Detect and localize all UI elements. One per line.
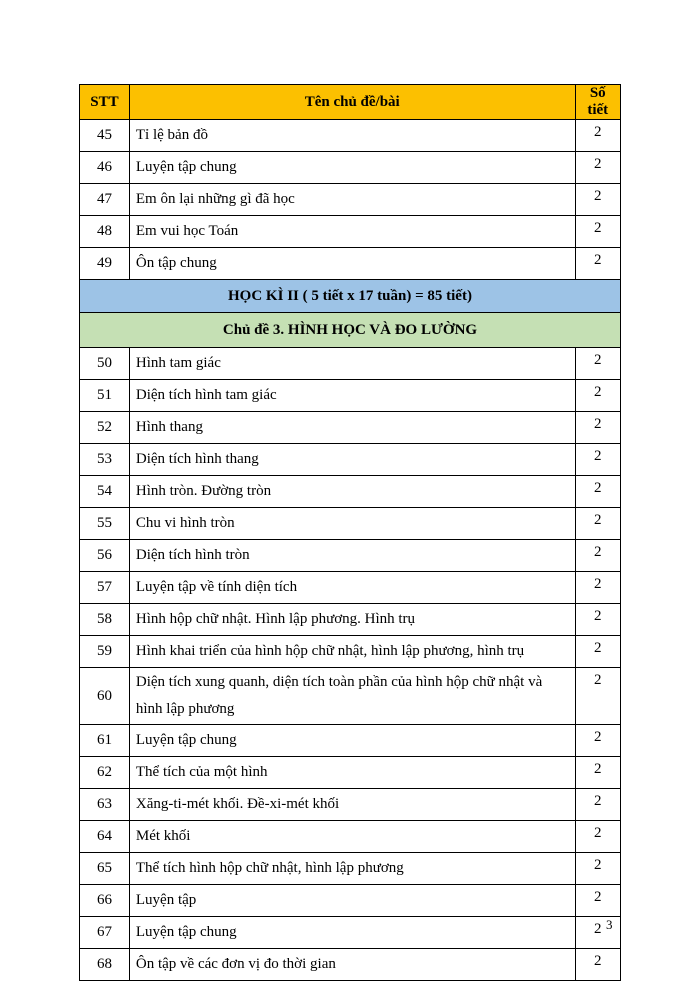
table-row — [80, 444, 621, 476]
row-name: Hình khai triển của hình hộp chữ nhật, hình lập phương, hình trụ — [129, 636, 575, 668]
row-count: 2 — [575, 380, 620, 412]
semester-row — [80, 280, 621, 313]
row-count: 2 — [575, 476, 620, 508]
row-name: Em ôn lại những gì đã học — [129, 184, 575, 216]
row-stt: 67 — [80, 917, 130, 949]
row-name: Luyện tập chung — [129, 917, 575, 949]
row-stt: 61 — [80, 725, 130, 757]
row-count: 2 — [575, 725, 620, 757]
row-stt: 58 — [80, 604, 130, 636]
row-count: 2 — [575, 668, 620, 725]
row-name: Diện tích xung quanh, diện tích toàn phần của hình hộp chữ nhật và hình lập phương — [129, 668, 575, 725]
row-name: Luyện tập — [129, 885, 575, 917]
table-row — [80, 508, 621, 540]
table-row — [80, 917, 621, 949]
table-row — [80, 636, 621, 668]
table-row — [80, 757, 621, 789]
table-row — [80, 853, 621, 885]
row-stt: 48 — [80, 216, 130, 248]
table-row — [80, 412, 621, 444]
table-row — [80, 476, 621, 508]
row-name: Diện tích hình tam giác — [129, 380, 575, 412]
row-name: Diện tích hình tròn — [129, 540, 575, 572]
row-stt: 59 — [80, 636, 130, 668]
table-header-row — [80, 85, 621, 120]
row-name: Thể tích của một hình — [129, 757, 575, 789]
table-row — [80, 248, 621, 280]
row-stt: 66 — [80, 885, 130, 917]
row-stt: 49 — [80, 248, 130, 280]
row-count: 2 — [575, 853, 620, 885]
table-row — [80, 572, 621, 604]
row-count: 2 — [575, 120, 620, 152]
row-name: Hình tròn. Đường tròn — [129, 476, 575, 508]
row-stt: 65 — [80, 853, 130, 885]
row-stt: 56 — [80, 540, 130, 572]
page-number: 3 — [606, 917, 613, 932]
row-stt: 60 — [80, 668, 130, 725]
row-name: Chu vi hình tròn — [129, 508, 575, 540]
table-row — [80, 348, 621, 380]
row-name: Luyện tập chung — [129, 152, 575, 184]
row-count: 2 — [575, 789, 620, 821]
row-count: 2 — [575, 757, 620, 789]
table-row — [80, 821, 621, 853]
row-count: 2 — [575, 412, 620, 444]
row-count: 2 — [575, 572, 620, 604]
row-count: 2 — [575, 636, 620, 668]
rows-after — [80, 348, 621, 981]
table-row — [80, 120, 621, 152]
header-name: Tên chủ đề/bài — [129, 85, 575, 120]
table-row — [80, 885, 621, 917]
row-stt: 63 — [80, 789, 130, 821]
row-name: Mét khối — [129, 821, 575, 853]
row-stt: 62 — [80, 757, 130, 789]
table-row — [80, 216, 621, 248]
row-stt: 64 — [80, 821, 130, 853]
table-row — [80, 949, 621, 981]
table-row — [80, 540, 621, 572]
row-name: Hình hộp chữ nhật. Hình lập phương. Hình trụ — [129, 604, 575, 636]
row-name: Xăng-ti-mét khối. Đề-xi-mét khối — [129, 789, 575, 821]
row-stt: 54 — [80, 476, 130, 508]
table-row — [80, 152, 621, 184]
row-stt: 45 — [80, 120, 130, 152]
row-count: 2 — [575, 949, 620, 981]
row-stt: 68 — [80, 949, 130, 981]
row-count: 2 — [575, 540, 620, 572]
row-stt: 51 — [80, 380, 130, 412]
row-stt: 46 — [80, 152, 130, 184]
row-stt: 55 — [80, 508, 130, 540]
table-row — [80, 604, 621, 636]
row-count: 2 — [575, 444, 620, 476]
header-count: Số tiết — [575, 85, 620, 120]
row-stt: 53 — [80, 444, 130, 476]
row-name: Luyện tập chung — [129, 725, 575, 757]
header-stt: STT — [80, 85, 130, 120]
row-count: 2 — [575, 508, 620, 540]
rows-before — [80, 120, 621, 280]
row-name: Em vui học Toán — [129, 216, 575, 248]
row-name: Ôn tập về các đơn vị đo thời gian — [129, 949, 575, 981]
row-count: 2 — [575, 348, 620, 380]
row-count: 2 — [575, 604, 620, 636]
row-name: Luyện tập về tính diện tích — [129, 572, 575, 604]
row-name: Tỉ lệ bản đồ — [129, 120, 575, 152]
row-count: 2 — [575, 821, 620, 853]
curriculum-table — [79, 84, 621, 981]
row-stt: 47 — [80, 184, 130, 216]
table-row — [80, 725, 621, 757]
row-name: Diện tích hình thang — [129, 444, 575, 476]
table-row — [80, 184, 621, 216]
table-row — [80, 380, 621, 412]
row-count: 2 — [575, 885, 620, 917]
row-stt: 52 — [80, 412, 130, 444]
row-name: Hình thang — [129, 412, 575, 444]
row-count: 2 — [575, 248, 620, 280]
row-name: Hình tam giác — [129, 348, 575, 380]
row-count: 2 — [575, 917, 620, 949]
row-count: 2 — [575, 216, 620, 248]
semester-title: HỌC KÌ II ( 5 tiết x 17 tuần) = 85 tiết) — [80, 280, 621, 313]
table-row — [80, 789, 621, 821]
row-name: Ôn tập chung — [129, 248, 575, 280]
row-stt: 50 — [80, 348, 130, 380]
topic-row — [80, 313, 621, 348]
row-stt: 57 — [80, 572, 130, 604]
table-row — [80, 668, 621, 725]
topic-title: Chủ đề 3. HÌNH HỌC VÀ ĐO LƯỜNG — [80, 313, 621, 348]
row-count: 2 — [575, 152, 620, 184]
row-name: Thể tích hình hộp chữ nhật, hình lập phương — [129, 853, 575, 885]
row-count: 2 — [575, 184, 620, 216]
